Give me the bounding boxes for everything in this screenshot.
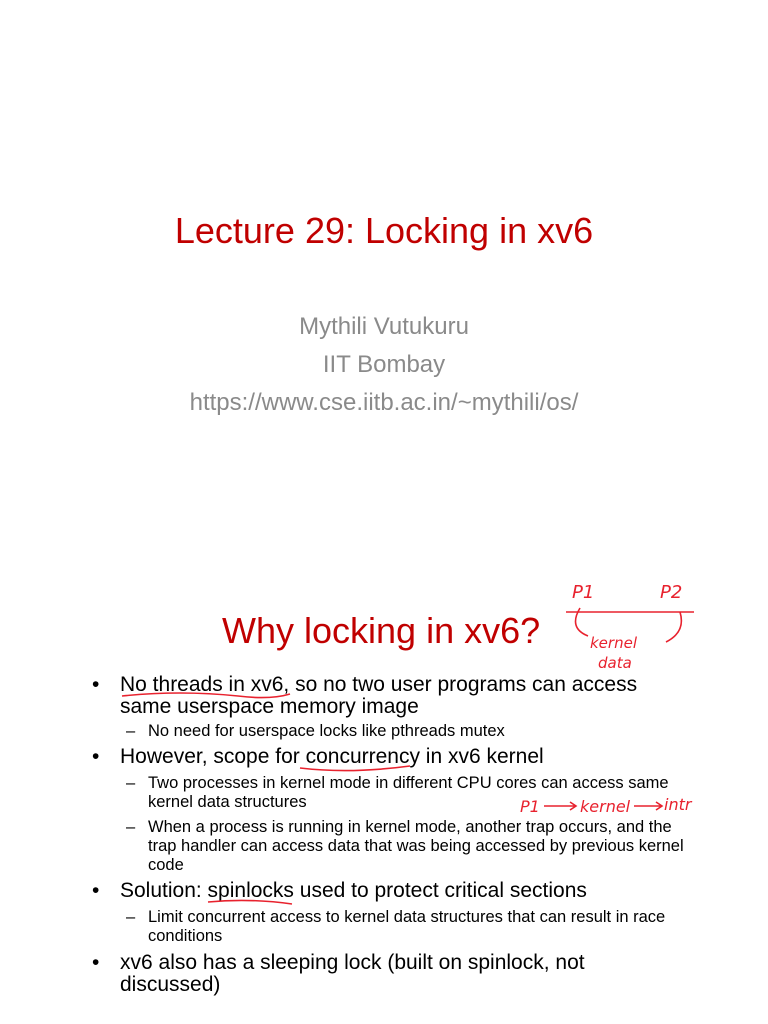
annotation-p2: P2 [660, 582, 683, 603]
author-name: Mythili Vutukuru [299, 313, 469, 340]
slide-title: Why locking in xv6? [222, 610, 541, 651]
handwritten-annotations [0, 512, 768, 1024]
bullet-dot: • [92, 673, 100, 696]
bullet-dot: • [92, 745, 100, 768]
sub-bullet-dash: – [126, 908, 136, 926]
annotation-kernel: kernel [590, 634, 637, 652]
annotation-chain-kernel: kernel [580, 797, 631, 816]
bullet-dot: • [92, 951, 100, 974]
bullet-dot: • [92, 879, 100, 902]
annotation-p1: P1 [572, 582, 595, 603]
sub-bullet-dash: – [126, 774, 136, 792]
sub-bullet-dash: – [126, 818, 136, 836]
sub-bullet-text: Two processes in kernel mode in different CPU cores can access same kernel data structures [148, 774, 669, 811]
bullet-text: Solution: spinlocks used to protect critical sections [120, 879, 587, 902]
arrow-right-icon [666, 612, 681, 642]
institution: IIT Bombay [322, 351, 446, 378]
course-url: https://www.cse.iitb.ac.in/~mythili/os/ [189, 389, 579, 416]
sub-bullet-text: Limit concurrent access to kernel data structures that can result in race conditions [148, 908, 666, 945]
sub-bullet-text: No need for userspace locks like pthreads mutex [148, 722, 505, 740]
sub-bullet-dash: – [126, 722, 136, 740]
annotation-data: data [598, 654, 632, 672]
sub-bullet-text: When a process is running in kernel mode, another trap occurs, and the trap handler can access data that was being accessed by previous kernel code [148, 818, 684, 874]
annotation-chain-p1: P1 [520, 797, 540, 816]
content-slide [0, 512, 768, 1024]
lecture-title: Lecture 29: Locking in xv6 [174, 210, 594, 251]
annotation-chain-intr: intr [664, 795, 692, 814]
bullet-text: No threads in xv6, so no two user programs can access same userspace memory image [120, 673, 638, 718]
arrow-left-icon [576, 608, 589, 636]
bullet-text: xv6 also has a sleeping lock (built on spinlock, not discussed) [120, 951, 585, 996]
bullet-text: However, scope for concurrency in xv6 kernel [120, 745, 544, 768]
